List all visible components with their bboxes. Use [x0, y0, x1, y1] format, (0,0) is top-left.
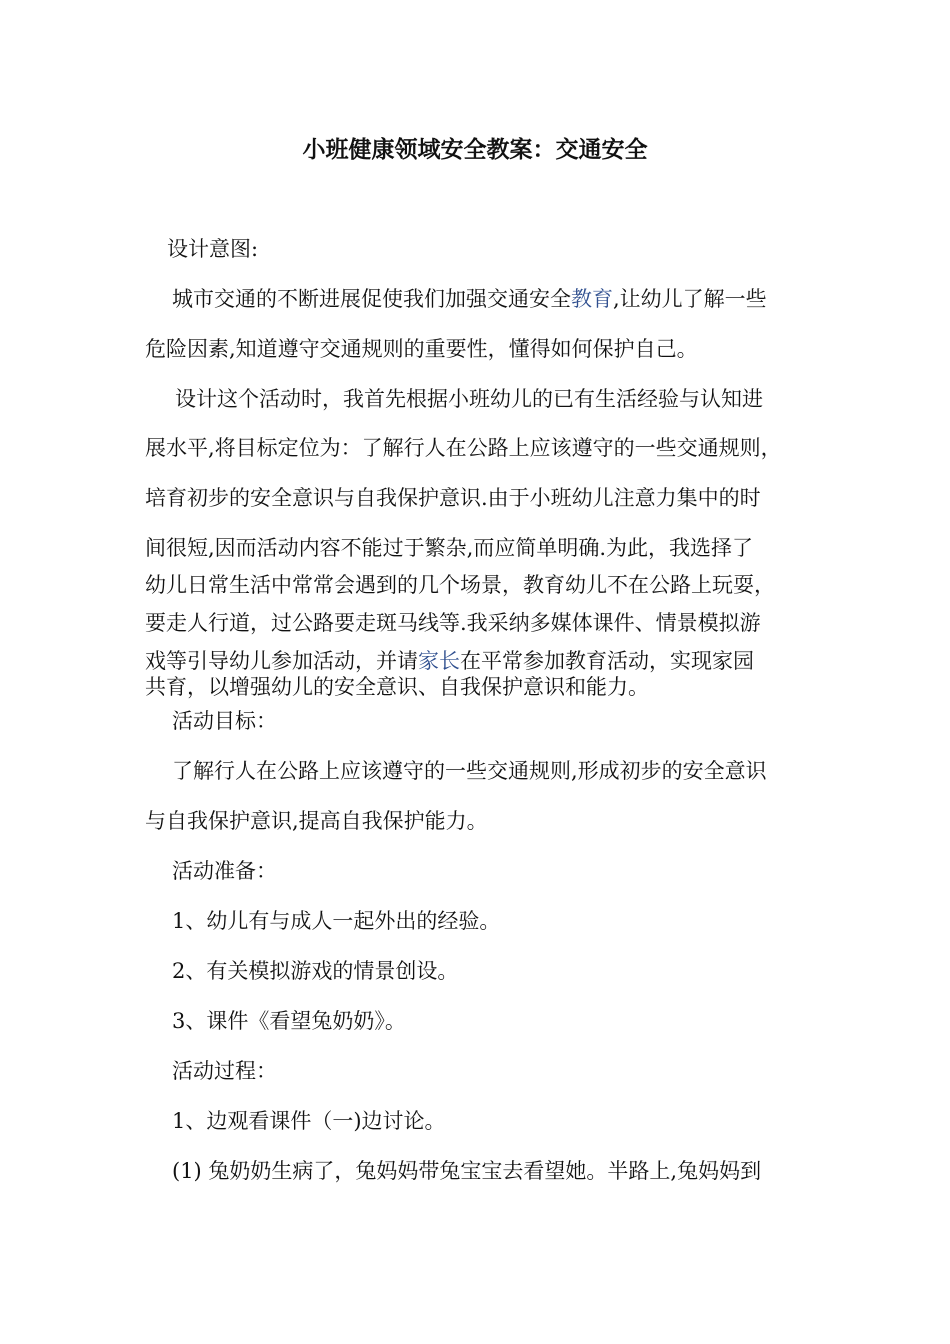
heading-activity-goals: 活动目标： — [172, 709, 277, 733]
paragraph-line: 培育初步的安全意识与自我保护意识.由于小班幼儿注意力集中的时 — [145, 486, 761, 510]
text-span: 在平常参加教育活动，实现家园 — [460, 649, 754, 673]
heading-activity-process: 活动过程： — [172, 1059, 277, 1083]
inline-link[interactable]: 教育 — [571, 287, 613, 311]
list-item: 1、幼儿有与成人一起外出的经验。 — [172, 909, 501, 933]
text-span: ,让幼儿了解一些 — [613, 287, 767, 311]
list-item: (1) 兔奶奶生病了，兔妈妈带兔宝宝去看望她。半路上,兔妈妈到 — [172, 1159, 762, 1183]
paragraph-line: 共育，以增强幼儿的安全意识、自我保护意识和能力。 — [145, 675, 649, 699]
paragraph-line: 展水平,将目标定位为：了解行人在公路上应该遵守的一些交通规则， — [145, 436, 782, 460]
heading-design-intent: 设计意图: — [167, 237, 259, 261]
paragraph-line — [172, 284, 767, 314]
paragraph-line: 危险因素,知道遵守交通规则的重要性，懂得如何保护自己。 — [145, 337, 698, 361]
paragraph-line: 与自我保护意识,提高自我保护能力。 — [145, 809, 488, 833]
list-item: 1、边观看课件（一)边讨论。 — [172, 1109, 446, 1133]
paragraph-line: 了解行人在公路上应该遵守的一些交通规则,形成初步的安全意识 — [172, 759, 767, 783]
list-item: 3、课件《看望兔奶奶》。 — [172, 1009, 406, 1033]
paragraph-line: 要走人行道，过公路要走斑马线等.我采纳多媒体课件、情景模拟游 — [145, 611, 761, 635]
inline-link[interactable]: 家长 — [418, 649, 460, 673]
text-span: 戏等引导幼儿参加活动，并请 — [145, 649, 418, 673]
heading-activity-preparation: 活动准备： — [172, 859, 277, 883]
text-span: 城市交通的不断进展促使我们加强交通安全 — [172, 287, 571, 311]
paragraph-line: 设计这个活动时，我首先根据小班幼儿的已有生活经验与认知进 — [175, 387, 763, 411]
list-item: 2、有关模拟游戏的情景创设。 — [172, 959, 459, 983]
paragraph-line: 幼儿日常生活中常常会遇到的几个场景，教育幼儿不在公路上玩耍， — [145, 573, 775, 597]
page-title: 小班健康领域安全教案：交通安全 — [302, 137, 648, 163]
paragraph-line: 间很短,因而活动内容不能过于繁杂,而应简单明确.为此，我选择了 — [145, 536, 754, 560]
